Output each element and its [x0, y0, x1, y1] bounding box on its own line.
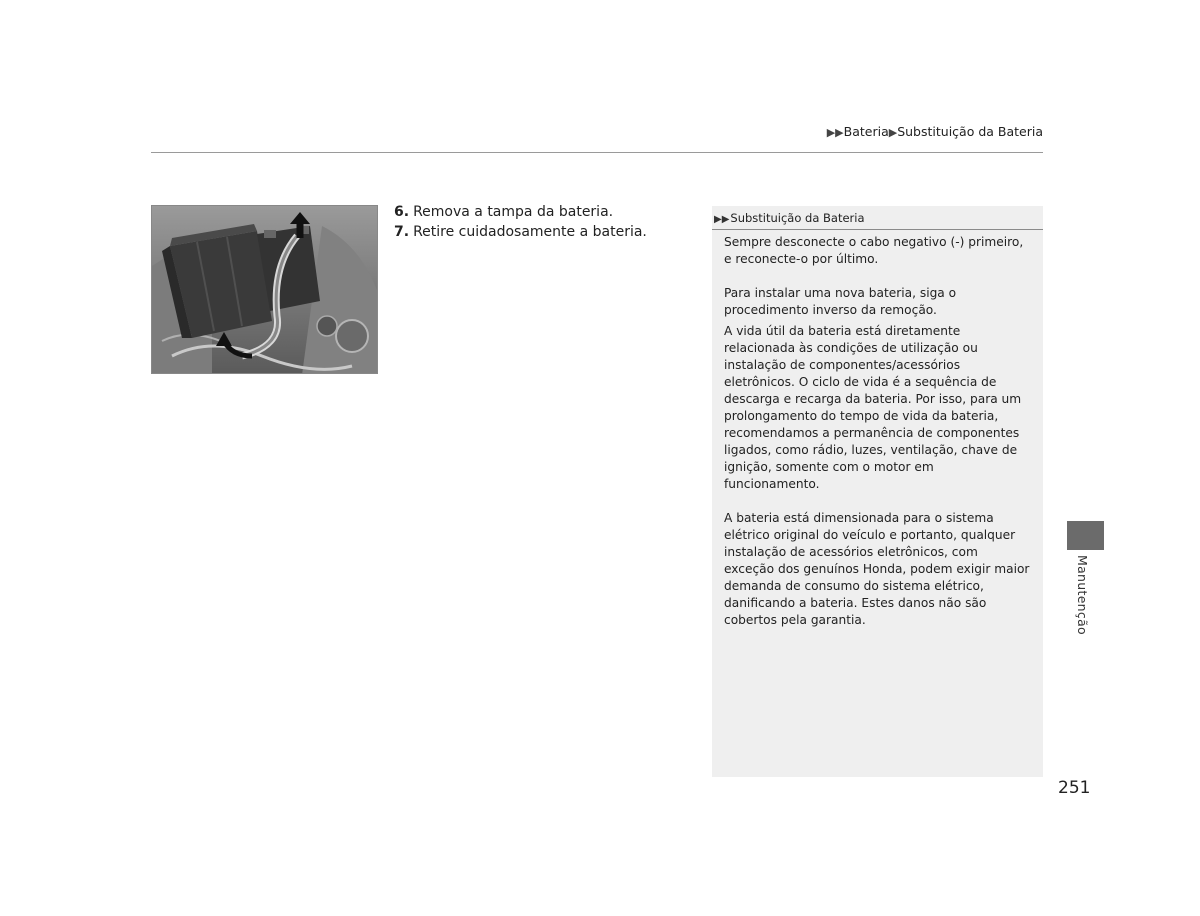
sidenote-paragraph: Para instalar uma nova bateria, siga o procedimento inverso da remoção. — [724, 286, 957, 317]
breadcrumb — [827, 124, 1043, 139]
step-list — [394, 202, 647, 242]
sidenote-panel — [712, 206, 1043, 777]
sidenote-paragraph: A bateria está dimensionada para o sistema elétrico original do veículo e portanto, qualquer instalação de acessórios eletrônicos, com exceção dos genuínos Honda, podem exigir maior demanda de consumo do sistema elétrico, danificando a bateria. Estes danos não são cobertos pela garantia. — [724, 511, 1030, 627]
page-number: 251 — [1058, 778, 1091, 798]
step-item — [394, 202, 647, 222]
header-divider — [151, 152, 1043, 153]
step-item — [394, 222, 647, 242]
battery-removal-illustration — [151, 205, 378, 374]
breadcrumb-arrows-icon: ▶▶ — [826, 126, 844, 139]
step-text: Remova a tampa da bateria. — [413, 204, 614, 220]
sidenote-title: Substituição da Bateria — [730, 211, 865, 225]
chapter-tab-label: Manutenção — [1075, 555, 1090, 635]
sidenote-paragraph: A vida útil da bateria está diretamente relacionada às condições de utilização ou instalação de componentes/acessórios eletrônicos. O ciclo de vida é a sequência de descarga e recarga da bateria. Por isso, para um prolongamento do tempo de vida da bateria, recomendamos a permanência de componentes ligados, como rádio, luzes, ventilação, chave de ignição, somente com o motor em funcionamento. — [724, 324, 1022, 491]
sidenote-paragraph: Sempre desconecte o cabo negativo (-) primeiro, e reconecte-o por último. — [724, 235, 1024, 266]
double-arrow-icon: ▶▶ — [714, 214, 730, 225]
step-number: 7. — [394, 224, 410, 240]
sidenote-header — [712, 206, 1043, 230]
breadcrumb-page: Substituição da Bateria — [897, 124, 1043, 139]
step-text: Retire cuidadosamente a bateria. — [413, 224, 647, 240]
step-number: 6. — [394, 204, 410, 220]
breadcrumb-section[interactable]: Bateria — [843, 124, 889, 139]
chapter-tab-marker[interactable] — [1067, 521, 1104, 550]
breadcrumb-separator-icon: ▶ — [888, 126, 898, 139]
sidenote-body — [712, 230, 1043, 629]
